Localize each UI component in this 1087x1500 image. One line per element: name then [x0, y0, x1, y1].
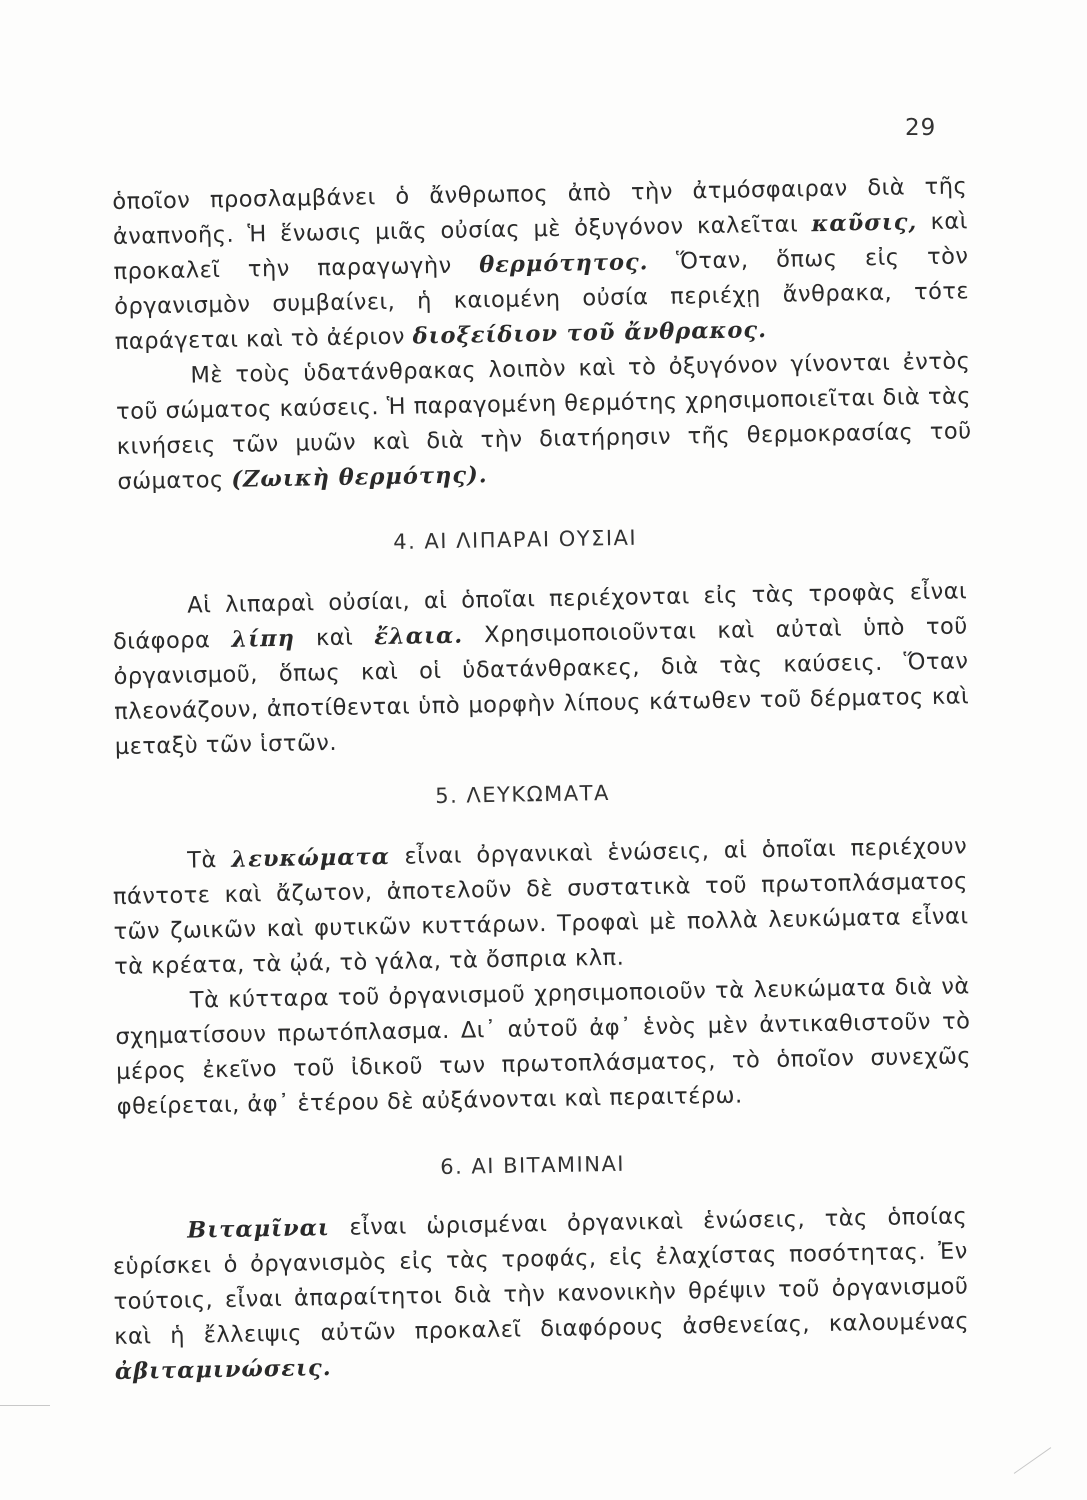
paragraph-proteins: Τὰ λευκώματα εἶναι ὀργανικαὶ ἑνώσεις, αἱ ὁποῖαι περιέχουν πάντοτε καὶ ἄζωτον, ἀποτελοῦν δὲ συστατικὰ τοῦ πρωτοπλάσματος τῶν ζωικῶν καὶ φυτικῶν κυττάρων. Τροφαὶ μὲ πολλὰ λευκώματα εἶναι τὰ κρέατα, τὰ ᾠά, τὸ γάλα, τὰ ὄσπρια κλπ.	[112, 833, 969, 980]
term-heat: θερμότητος.	[478, 249, 649, 279]
paragraph-fats: Αἱ λιπαραὶ οὐσίαι, αἱ ὁποῖαι περιέχονται εἰς τὰς τροφὰς εἶναι διάφορα λίπη καὶ ἔλαια. Χρησιμοποιοῦνται καὶ αὐταὶ ὑπὸ τοῦ ὀργανισμοῦ, ὅπως καὶ οἱ ὑδατάνθρακες, διὰ τὰς καύσεις. Ὅταν πλεονάζουν, ἀποτίθενται ὑπὸ μορφὴν λίπους κάτωθεν τοῦ δέρματος καὶ μεταξὺ τῶν ἱστῶν.	[112, 578, 970, 760]
heading-vitamins: 6. ΑΙ ΒΙΤΑΜΙΝΑΙ	[440, 1151, 626, 1179]
heading-proteins: 5. ΛΕΥΚΩΜΑΤΑ	[435, 780, 611, 808]
heading-fats: 4. ΑΙ ΛΙΠΑΡΑΙ ΟΥΣΙΑΙ	[393, 525, 638, 554]
term-animal-heat: (Ζωικὴ θερμότης).	[231, 462, 488, 493]
section-vitamins	[112, 1199, 970, 1390]
paragraph-body-heat: Μὲ τοὺς ὑδατάνθρακας λοιπὸν καὶ τὸ ὀξυγόνον γίνονται ἐντὸς τοῦ σώματος καύσεις. Ἡ παραγομένη θερμότης χρησιμοποιεῖται διὰ τὰς κινήσεις τῶν μυῶν καὶ διὰ τὴν διατήρησιν τῆς θερμοκρασίας τοῦ σώματος (Ζωικὴ θερμότης).	[115, 348, 972, 495]
term-oils: ἔλαια.	[374, 622, 464, 651]
term-combustion: καῦσις,	[811, 209, 918, 238]
term-vitamins: Βιταμῖναι	[187, 1215, 331, 1244]
paragraph-protoplasm: Τὰ κύτταρα τοῦ ὀργανισμοῦ χρησιμοποιοῦν τὰ λευκώματα διὰ νὰ σχηματίσουν πρωτόπλασμα. Δι᾽ αὐτοῦ ἀφ᾽ ἑνὸς μὲν ἀντικαθιστοῦν τὸ μέρος ἐκεῖνο τοῦ ἰδικοῦ των πρωτοπλάσματος, τὸ ὁποῖον συνεχῶς φθείρεται, ἀφ᾽ ἑτέρου δὲ αὐξάνονται καὶ περαιτέρω.	[115, 973, 972, 1120]
term-carbon-dioxide: διοξείδιον τοῦ ἄνθρακος.	[412, 317, 768, 350]
paragraph-combustion: ὁποῖον προσλαμβάνει ὁ ἄνθρωπος ἀπὸ τὴν ἀτμόσφαιραν διὰ τῆς ἀναπνοῆς. Ἡ ἕνωσις μιᾶς οὐσίας μὲ ὀξυγόνον καλεῖται καῦσις, καὶ προκαλεῖ τὴν παραγωγὴν θερμότητος. Ὅταν, ὅπως εἰς τὸν ὀργανισμὸν συμβαίνει, ἡ καιομένη οὐσία περιέχῃ ἄνθρακα, τότε παράγεται καὶ τὸ ἀέριον διοξείδιον τοῦ ἄνθρακος.	[112, 173, 970, 355]
scan-mark-right	[1014, 1447, 1051, 1474]
section-proteins	[112, 829, 972, 1125]
section-fats	[112, 574, 970, 765]
paragraph-vitamins: Βιταμῖναι εἶναι ὡρισμέναι ὀργανικαὶ ἑνώσεις, τὰς ὁποίας εὑρίσκει ὁ ὀργανισμὸς εἰς τὰς τροφάς, εἰς ἐλαχίστας ποσότητας. Ἐν τούτοις, εἶναι ἀπαραίτητοι διὰ τὴν κανονικὴν θρέψιν τοῦ ὀργανισμοῦ καὶ ἡ ἔλλειψις αὐτῶν προκαλεῖ διαφόρους ἀσθενείας, καλουμένας ἀβιταμινώσεις.	[112, 1203, 970, 1385]
term-proteins: λευκώματα	[231, 843, 391, 873]
scan-mark-left	[0, 1405, 50, 1406]
section-carbohydrates-continuation	[112, 169, 973, 500]
term-avitaminoses: ἀβιταμινώσεις.	[114, 1355, 332, 1385]
term-fats: λίπη	[231, 625, 296, 653]
page-number: 29	[905, 115, 937, 141]
